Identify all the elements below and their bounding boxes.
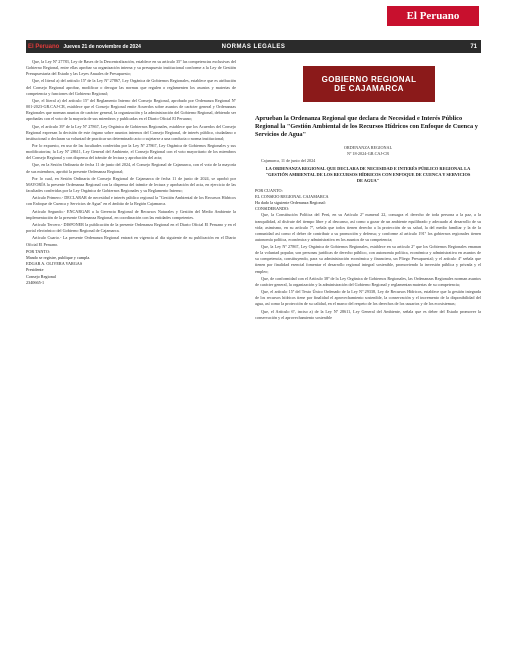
ordinance-label: ORDENANZA REGIONAL: [343, 145, 393, 150]
page-header: [26, 40, 481, 53]
left-para: Que, la Ley Nº 27783, Ley de Bases de la Descentralización, establece en su artículo 35º las competencias exclusivas del Gobierno Regional, entre ellas aprobar su organización interna y su presupuesto institucional conforme a la Ley de Gestión Presupuestaria del Estado y las Leyes Anuales de Presupuesto;: [26, 59, 236, 77]
consejo-name: EL CONSEJO REGIONAL CAJAMARCA: [255, 193, 329, 199]
left-para: Que, el literal a) del artículo 15º de la Ley Nº 27867, Ley Orgánica de Gobiernos Regionales, establece que es atribución del Consejo Regional aprobar, modificar o derogar las normas que regulen o reglamenten los asuntos y materias de competencia y funciones del Gobierno Regional;: [26, 78, 236, 96]
right-para: Que, la Ley Nº 27867, Ley Orgánica de Gobiernos Regionales, establece en su artículo 2º que los Gobiernos Regionales emanan de la voluntad popular, son personas jurídicas de derecho público, con autonomía política, económica y administrativa en asuntos de su competencia, constituyendo, para su administración económica y financiera, un Pliego Presupuestal; y el artículo 4º señala que tienen por finalidad esencial fomentar el desarrollo regional integral sostenible, promoviendo la inversión pública y privada y el empleo;: [255, 244, 481, 274]
institution-line-2: DE CAJAMARCA: [334, 84, 404, 93]
right-para: Que, el artículo 15º del Texto Único Ordenado de la Ley Nº 29338, Ley de Recursos Hídricos, establece que la gestión integrada de los recursos hídricos tiene por finalidad el aprovechamiento sostenible, la conservación y el incremento de la disponibilidad del agua, así como la protección de su calidad, en el marco del respeto de los derechos de los usuarios y de los ecosistemas;: [255, 289, 481, 307]
place-date: Cajamarca, 11 de junio del 2024: [261, 158, 316, 164]
right-para: Que, el Artículo 6º, inciso a) de la Ley Nº 28611, Ley General del Ambiente, señala que es deber del Estado promover la conservación y el aprovechamiento sostenible: [255, 308, 481, 320]
header-section: NORMAS LEGALES: [221, 43, 286, 50]
right-para: Que, la Constitución Política del Perú, en su Artículo 2º numeral 22, consagra el derecho de toda persona a la paz, a la tranquilidad, al disfrute del tiempo libre y al descanso, así como a gozar de un ambiente equilibrado y adecuado al desarrollo de su vida; asimismo, en su artículo 7º, señala que todos tienen derecho a la protección de su salud, la del medio familiar y la de la comunidad así como el deber de contribuir a su promoción y defensa; y conforme al artículo 191º los gobiernos regionales tienen autonomía política, económica y administrativa en los asuntos de su competencia;: [255, 212, 481, 242]
right-column: [255, 115, 481, 322]
norm-title: Aprueban la Ordenanza Regional que declara de Necesidad e Interés Público Regional la "Gestión Ambiental de los Recursos Hídricos con Enfoque de Cuenca y Servicios de Agua": [255, 115, 478, 138]
ordinance-caps-title: LA ORDENANZA REGIONAL QUE DECLARA DE NECESIDAD E INTERÉS PÚBLICO REGIONAL LA "GESTIÓN AMBIENTAL DE LOS RECURSOS HÍDRICOS CON ENFOQUE DE CUENCA Y SERVICIOS DE AGUA": [265, 165, 471, 183]
left-para: Que, el artículo 39º de la Ley Nº 27867, Ley Orgánica de Gobiernos Regionales, establece que los Acuerdos del Consejo Regional expresan la decisión de este órgano sobre asuntos internos del Consejo Regional, de interés público, ciudadano o institucional o declaran su voluntad de practicar un determinado acto o sujetarse a una conducta o norma institucional;: [26, 123, 236, 141]
left-para: Por lo expuesto, en uso de las facultades conferidas por la Ley Nº 27867, Ley Orgánica de Gobiernos Regionales y sus modificatorias; la Ley Nº 28611, Ley General del Ambiente, el Consejo Regional con el voto mayoritario de los miembros del Consejo Regional y con dispensa del trámite de lectura y aprobación del acta;: [26, 142, 236, 161]
signer-org: Consejo Regional: [26, 273, 56, 279]
page-number: 71: [470, 43, 477, 50]
header-date: Jueves 21 de noviembre de 2024: [63, 43, 141, 50]
signer-role: Presidente: [26, 267, 44, 273]
ordinance-number: Nº 18-2024-GR.CAJ-CR: [346, 151, 389, 157]
logo-text: El Peruano: [406, 10, 460, 22]
header-brand: El Peruano: [28, 43, 60, 50]
left-column: [26, 59, 236, 286]
signer-name: EDGAR A. OLIVERA VARGAS: [26, 261, 83, 267]
el-peruano-logo: [387, 6, 479, 26]
considerando: CONSIDERANDO:: [255, 206, 290, 212]
left-para: Que, en la Sesión Ordinaria de fecha 11 de junio del 2024, el Consejo Regional de Cajamarca, con el voto de la mayoría de sus miembros, aprobó la presente Ordenanza Regional;: [26, 162, 236, 174]
left-para: Artículo Segundo.- ENCARGAR a la Gerencia Regional de Recursos Naturales y Gestión del Medio Ambiente la implementación de la presente Ordenanza Regional, en coordinación con las entidades competentes.: [26, 208, 236, 220]
left-para: Artículo Cuarto.- La presente Ordenanza Regional entrará en vigencia al día siguiente de su publicación en el Diario Oficial El Peruano.: [26, 235, 236, 247]
right-para: Que, de conformidad con el Artículo 38º de la Ley Orgánica de Gobiernos Regionales, las Ordenanzas Regionales norman asuntos de carácter general, la organización y la administración del Gobierno Regional y reglamentan materias de su competencia;: [255, 275, 481, 287]
por-tanto: POR TANTO:: [26, 248, 51, 254]
left-para: Artículo Tercero.- DISPONER la publicación de la presente Ordenanza Regional en el Diario Oficial El Peruano y en el portal electrónico del Gobierno Regional de Cajamarca.: [26, 222, 236, 234]
institution-box: [303, 66, 435, 102]
institution-line-1: GOBIERNO REGIONAL: [321, 75, 417, 84]
left-para: Artículo Primero.- DECLARAR de necesidad e interés público regional la "Gestión Ambiental de los Recursos Hídricos con Enfoque de Cuenca y Servicios de Agua" en el ámbito de la Región Cajamarca.: [26, 195, 236, 207]
left-para: Por lo cual, en Sesión Ordinaria de Consejo Regional de Cajamarca de fecha 11 de junio de 2024, se aprobó por MAYORÍA la presente Ordenanza Regional con la dispensa del trámite de lectura y aprobación del acta, en ejercicio de las facultades conferidas por la Ley Orgánica de Gobiernos Regionales y su Reglamento Interno;: [26, 175, 236, 193]
ha-dado: Ha dado la siguiente Ordenanza Regional:: [255, 200, 326, 206]
left-para: Que, el literal a) del artículo 15º del Reglamento Interno del Consejo Regional, aprobado por Ordenanza Regional Nº 001-2023-GR.CAJ-CR, establece que el Consejo Regional emite Acuerdos sobre asuntos de carácter general y Ordenanzas Regionales que norman asuntos de carácter general, la organización y la administración del Gobierno Regional, debiendo ser aprobadas con el voto de la mayoría de sus miembros y publicadas en el Diario Oficial El Peruano;: [26, 97, 236, 122]
mando-text: Mando se registre, publique y cumpla.: [26, 254, 91, 260]
por-cuanto: POR CUANTO:: [255, 187, 283, 193]
publication-code: 2340665-1: [26, 279, 45, 285]
